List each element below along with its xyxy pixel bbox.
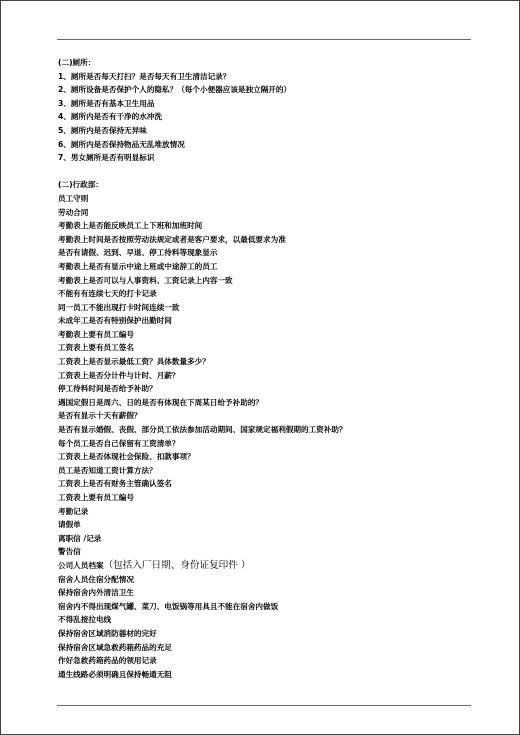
list-item: 离职信 /记录 bbox=[58, 533, 102, 543]
list-item: 考勤表上是否有显示中途上班或中途辞工的员工 bbox=[58, 261, 218, 271]
list-item: 工资表上是否分计件与计时、月薪？ bbox=[58, 370, 180, 380]
list-item: 保持宿舍区域消防器材的完好 bbox=[58, 628, 157, 638]
archive-detail: （包括入厂日期、身份证复印件 ） bbox=[103, 559, 251, 571]
list-item: 6、厕所内是否保持物品无乱堆放情况 bbox=[58, 139, 185, 149]
list-item: 劳动合同 bbox=[58, 207, 89, 217]
list-item: 考勤表上要有员工编号 bbox=[58, 329, 134, 339]
list-item: 是否有请假、迟到、早退、停工待料等现象显示 bbox=[58, 248, 218, 258]
list-item: 保持宿舍区域急救药箱药品的充足 bbox=[58, 642, 172, 652]
list-item: 员工守则 bbox=[58, 193, 89, 203]
list-item: 通生线路必须明确且保持畅通无阻 bbox=[58, 669, 172, 679]
list-item: 考勤记录 bbox=[58, 506, 89, 516]
page-content bbox=[58, 56, 473, 681]
list-item: 4、厕所内是否有干净的水冲洗 bbox=[58, 112, 163, 122]
list-item-archive bbox=[58, 559, 473, 573]
list-item: 不能有有连续七天的打卡记录 bbox=[58, 289, 157, 299]
list-item: 不得乱接拉电线 bbox=[58, 615, 112, 625]
list-item: 工资表上是否有财务主管确认签名 bbox=[58, 479, 172, 489]
list-item: 5、厕所内是否保持无异味 bbox=[58, 125, 147, 135]
list-item: 作好急救药箱药品的领用记录 bbox=[58, 656, 157, 666]
header-rule bbox=[57, 39, 471, 40]
list-item: 未成年工是否有特别保护出勤时间 bbox=[58, 316, 172, 326]
list-item: 警告信 bbox=[58, 547, 81, 557]
list-item: 遇国定假日是周六、日的是否有体现在下周某日给予补助的？ bbox=[58, 397, 264, 407]
list-item: 请假单 bbox=[58, 520, 81, 530]
list-item: 工资表上是否显示最低工资？具体数量多少？ bbox=[58, 357, 210, 367]
section-heading-toilet: (二)厕所： bbox=[58, 58, 96, 67]
list-item: 工资表上要有员工签名 bbox=[58, 343, 134, 353]
list-item: 是否有显示十天有薪假？ bbox=[58, 411, 142, 421]
list-item: 是否有显示婚假、丧假、部分员工依法参加活动期间、国家规定福利假期的工资补助？ bbox=[58, 425, 347, 435]
section-heading-admin: (二)行政部： bbox=[58, 180, 103, 190]
list-item: 同一员工不能出现打卡时间连续一致 bbox=[58, 302, 180, 312]
list-item: 3、厕所是否有基本卫生用品 bbox=[58, 98, 155, 108]
list-item: 考勤表上是否能反映员工上下班和加班时间 bbox=[58, 221, 203, 231]
list-item: 1、厕所是否每天打扫？是否每天有卫生清洁记录？ bbox=[58, 71, 231, 81]
list-item: 考勤表上是否可以与人事资料、工资记录上内容一致 bbox=[58, 275, 233, 285]
list-item: 每个员工是否自己保留有工资清单？ bbox=[58, 438, 180, 448]
list-item: 员工是否知道工资计算方法？ bbox=[58, 465, 157, 475]
archive-label: 公司人员档案 bbox=[58, 560, 104, 570]
list-item: 宿舍人员住宿分配情况 bbox=[58, 574, 134, 584]
list-item: 2、厕所设备是否保护个人的隐私？（每个小便器应该是独立隔开的） bbox=[58, 85, 292, 95]
list-item: 7、男女厕所是否有明显标识 bbox=[58, 153, 155, 163]
list-item: 宿舍内不得出现煤气罐、菜刀、电饭锅等用具且不能在宿舍内做饭 bbox=[58, 601, 279, 611]
list-item: 工资表上要有员工编号 bbox=[58, 493, 134, 502]
list-item: 保持宿舍内外清洁卫生 bbox=[58, 588, 134, 598]
footer-rule bbox=[57, 705, 471, 706]
list-item: 工资表上是否体现社会保险、扣款事项？ bbox=[58, 452, 195, 462]
section-spacer bbox=[58, 165, 473, 179]
list-item: 停工待料时间是否给予补助？ bbox=[58, 384, 157, 394]
list-item: 考勤表上时间是否按照劳动法规定或者是客户要求，以最低要求为准 bbox=[58, 234, 286, 244]
